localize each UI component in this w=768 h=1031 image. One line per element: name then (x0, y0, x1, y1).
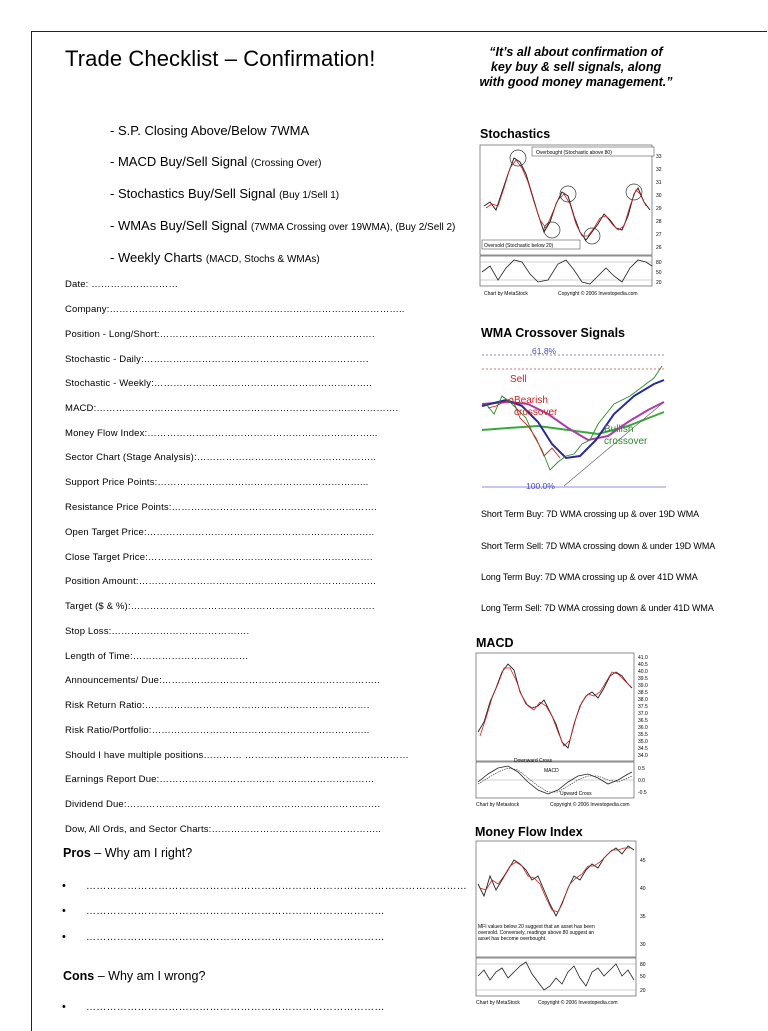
field-risk-portfolio[interactable]: Risk Ratio/Portfolio:………………………………………………………….. (65, 725, 370, 736)
axis-tick: 32 (656, 167, 662, 173)
axis-tick: 80 (656, 260, 662, 266)
quote: “It’s all about confirmation of key buy & sell signals, along with good money management.” (479, 45, 673, 89)
signal-line (110, 250, 320, 265)
axis-tick: 0.0 (638, 778, 645, 784)
axis-tick: 28 (656, 219, 662, 225)
axis-tick: 20 (640, 988, 646, 994)
stoch-credit-left: Chart by MetaStock (484, 291, 528, 297)
field-stochastic-weekly[interactable]: Stochastic - Weekly:………………………………………………………….. (65, 378, 372, 389)
signal-main: - MACD Buy/Sell Signal (110, 154, 251, 169)
bullet-text: …………………………………………………………………………… (86, 906, 385, 917)
axis-tick: 35 (640, 914, 646, 920)
axis-tick: 36.0 (638, 725, 648, 731)
field-earnings[interactable]: Earnings Report Due:……………………………… ………………………… (65, 774, 375, 785)
axis-tick: 30 (640, 942, 646, 948)
axis-tick: 50 (656, 270, 662, 276)
field-money-flow[interactable]: Money Flow Index:……………………………………………………………... (65, 428, 378, 439)
mfi-axis (640, 858, 646, 948)
macd-credit-right: Copyright © 2006 Investopedia.com (550, 802, 630, 808)
bullet-icon: • (62, 905, 66, 917)
axis-tick: 37.0 (638, 711, 648, 717)
axis-tick: 39.0 (638, 683, 648, 689)
field-support[interactable]: Support Price Points:………………………………………………………... (65, 477, 369, 488)
stoch-osc-axis (656, 260, 662, 286)
axis-tick: 36.5 (638, 718, 648, 724)
pros-bullet[interactable] (62, 905, 385, 917)
field-date[interactable]: Date: ……………………… (65, 279, 179, 290)
axis-tick: 50 (640, 974, 646, 980)
bearish-label: Bearish (514, 395, 548, 406)
stoch-price-frame (480, 145, 652, 255)
mfi-chart (474, 840, 664, 1010)
bullet-icon: • (62, 931, 66, 943)
axis-tick: 27 (656, 232, 662, 238)
axis-tick: 31 (656, 180, 662, 186)
axis-tick: 40.5 (638, 662, 648, 668)
signal-main: - WMAs Buy/Sell Signal (110, 218, 251, 233)
mfi-note-wrap (478, 924, 606, 954)
pros-bullet[interactable] (62, 931, 385, 943)
wma-bg (478, 344, 668, 494)
field-stochastic-daily[interactable]: Stochastic - Daily:……………………………………………………………. (65, 354, 369, 365)
mfi-note: MFI values below 20 suggest that an asset has been oversold. Conversely, readings above 80 suggest an asset has become overbought. (478, 924, 595, 942)
signal-note: (Crossing Over) (250, 158, 322, 169)
stoch-credit-right: Copyright © 2006 Investopedia.com (558, 291, 638, 297)
mfi-osc-frame (476, 958, 636, 996)
pros-heading (63, 846, 192, 860)
signal-line (110, 123, 309, 138)
pros-label: Pros (63, 846, 91, 860)
axis-tick: 34.5 (638, 746, 648, 752)
mfi-credit-left: Chart by MetaStock (476, 1000, 520, 1006)
bullish-label-2: crossover (604, 436, 648, 447)
macd-axis (638, 655, 648, 759)
macd-upward-label: Upward Cross (560, 791, 592, 797)
wma-line-3: Long Term Buy: 7D WMA crossing up & over 41D WMA (481, 572, 698, 582)
macd-credit-left: Chart by Metastock (476, 802, 520, 808)
bullet-text: …………………………………………………………………………… (86, 1002, 385, 1013)
axis-tick: 37.5 (638, 704, 648, 710)
field-dividend[interactable]: Dividend Due:……………………………………………………………………. (65, 799, 381, 810)
macd-price-frame (476, 653, 634, 761)
stochastics-chart (478, 144, 664, 300)
field-announcements[interactable]: Announcements/ Due:………………………………………………………….. (65, 675, 380, 686)
axis-tick: 35.0 (638, 739, 648, 745)
page-title: Trade Checklist – Confirmation! (65, 46, 376, 71)
pros-bullet[interactable] (62, 880, 467, 892)
fib-top-label: 61.8% (532, 346, 557, 356)
field-resistance[interactable]: Resistance Price Points:………………………………………………………. (65, 502, 377, 513)
bullet-text: ………………………………………………………………………………………………… (86, 881, 468, 892)
axis-tick: 20 (656, 280, 662, 286)
field-stop-loss[interactable]: Stop Loss:……………………………………. (65, 626, 250, 637)
field-index-charts[interactable]: Dow, All Ords, and Sector Charts:…………………………………………….. (65, 824, 382, 835)
axis-tick: 33 (656, 154, 662, 160)
macd-osc-axis (638, 766, 647, 796)
cons-label: Cons (63, 969, 95, 983)
field-position-amount[interactable]: Position Amount:……………………………………………………………….. (65, 576, 376, 587)
field-position[interactable]: Position - Long/Short:…………………………………………………………. (65, 329, 375, 340)
mfi-credit-right: Copyright © 2006 Investopedia.com (538, 1000, 618, 1006)
field-sector-chart[interactable]: Sector Chart (Stage Analysis):……………………………………………….. (65, 452, 377, 463)
pros-question: – Why am I right? (90, 846, 193, 860)
wma-line-2: Short Term Sell: 7D WMA crossing down & under 19D WMA (481, 541, 716, 551)
stochastics-title: Stochastics (480, 127, 551, 141)
wma-line-4: Long Term Sell: 7D WMA crossing down & under 41D WMA (481, 603, 714, 613)
field-close-target[interactable]: Close Target Price:……………………………………………………………. (65, 552, 373, 563)
axis-tick: 40 (640, 886, 646, 892)
signal-main: - Weekly Charts (110, 250, 206, 265)
bearish-label-2: crossover (514, 407, 558, 418)
axis-tick: 29 (656, 206, 662, 212)
cons-heading (63, 969, 205, 983)
overbought-label: Overbought (Stochastic above 80) (536, 150, 612, 156)
axis-tick: 39.5 (638, 676, 648, 682)
axis-tick: 30 (656, 193, 662, 199)
bullish-label: Bullish (604, 424, 634, 435)
axis-tick: 35.5 (638, 732, 648, 738)
signal-main: - S.P. Closing Above/Below 7WMA (110, 123, 310, 138)
signal-main: - Stochastics Buy/Sell Signal (110, 186, 280, 201)
macd-chart (474, 652, 664, 810)
axis-tick: 38.0 (638, 697, 648, 703)
axis-tick: 40.0 (638, 669, 648, 675)
wma-line-1: Short Term Buy: 7D WMA crossing up & over 19D WMA (481, 509, 700, 519)
signal-line (110, 154, 321, 169)
field-macd[interactable]: MACD:…………………………………………………………………………………. (65, 403, 399, 414)
field-company[interactable]: Company:……………………………………………………………………………….. (65, 304, 405, 315)
wma-chart (478, 344, 668, 494)
bullet-icon: • (62, 880, 66, 892)
axis-tick: 38.5 (638, 690, 648, 696)
wma-title: WMA Crossover Signals (481, 326, 626, 340)
axis-tick: 45 (640, 858, 646, 864)
signal-note: (Buy 1/Sell 1) (279, 190, 340, 201)
field-target[interactable]: Target ($ & %):…………………………………………………………………. (65, 601, 375, 612)
axis-tick: 34.0 (638, 753, 648, 759)
signal-line (110, 218, 455, 233)
sell-label: Sell (510, 374, 527, 385)
stoch-axis (656, 154, 662, 251)
mfi-osc-axis (640, 962, 646, 994)
axis-tick: 26 (656, 245, 662, 251)
macd-label: MACD (544, 768, 559, 774)
macd-title: MACD (476, 636, 514, 650)
axis-tick: 80 (640, 962, 646, 968)
oversold-label: Oversold (Stochastic below 20) (484, 243, 554, 249)
fib-bottom-label: 100.0% (526, 481, 555, 491)
bullet-icon: • (62, 1001, 66, 1013)
mfi-title: Money Flow Index (475, 825, 583, 839)
axis-tick: 41.0 (638, 655, 648, 661)
field-length-of-time[interactable]: Length of Time:……………………………… (65, 651, 249, 662)
field-open-target[interactable]: Open Target Price:…………………………………………………………….. (65, 527, 375, 538)
signal-note: (7WMA Crossing over 19WMA), (Buy 2/Sell 2) (250, 222, 456, 233)
bullet-text: …………………………………………………………………………… (86, 932, 385, 943)
cons-bullet[interactable] (62, 1001, 385, 1013)
axis-tick: -0.5 (638, 790, 647, 796)
macd-downward-label: Downward Cross (514, 758, 553, 764)
signal-note: (MACD, Stochs & WMAs) (205, 254, 320, 265)
field-multiple-positions[interactable]: Should I have multiple positions………… …………………………………………… (65, 750, 409, 761)
field-risk-return[interactable]: Risk Return Ratio:……………………………………………………………. (65, 700, 370, 711)
signal-line (110, 186, 339, 201)
axis-tick: 0.5 (638, 766, 645, 772)
cons-question: – Why am I wrong? (94, 969, 206, 983)
